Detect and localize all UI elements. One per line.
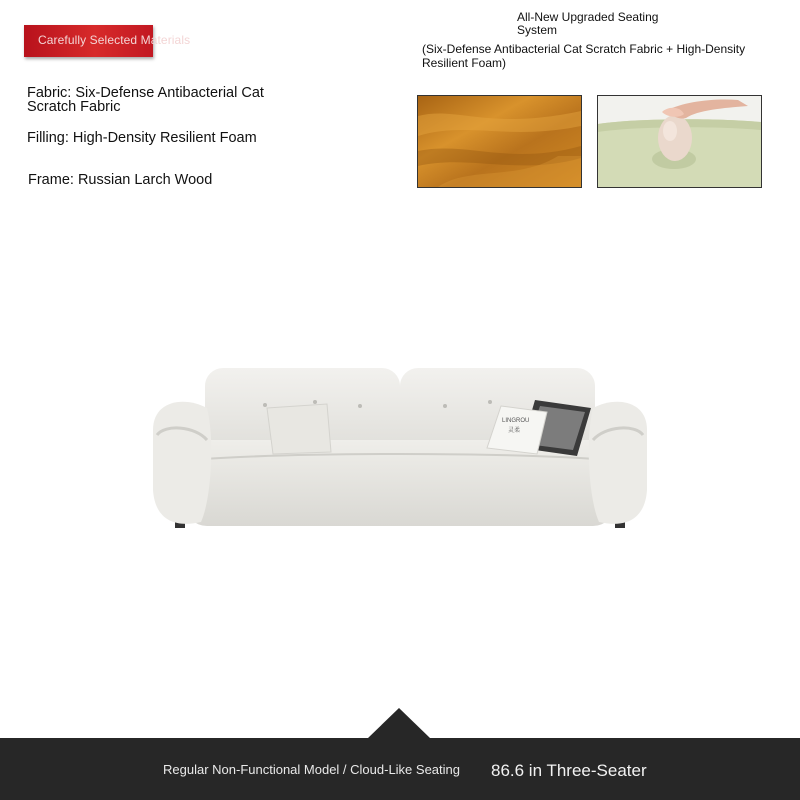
bottom-bar-pointer: [368, 708, 430, 738]
model-description: Regular Non-Functional Model / Cloud-Like Seating: [163, 762, 460, 777]
materials-badge-label: Carefully Selected Materials: [38, 33, 191, 47]
seating-system-subtitle: (Six-Defense Antibacterial Cat Scratch Fabric + High-Density Resilient Foam): [422, 42, 746, 70]
pillow-brand: LINGROU: [502, 418, 530, 424]
size-label: 86.6 in Three-Seater: [491, 761, 647, 780]
spec-fabric: Fabric: Six-Defense Antibacterial Cat Scratch Fabric: [27, 85, 264, 115]
foam-photo: [597, 95, 762, 188]
spec-filling: Filling: High-Density Resilient Foam: [27, 130, 257, 146]
spec-frame: Frame: Russian Larch Wood: [28, 172, 213, 188]
sofa-image: [145, 360, 655, 540]
pillow-brand-sub: 灵柔: [508, 427, 521, 434]
seating-system-title: All-New Upgraded Seating System: [517, 10, 659, 37]
fabric-photo: [417, 95, 582, 188]
